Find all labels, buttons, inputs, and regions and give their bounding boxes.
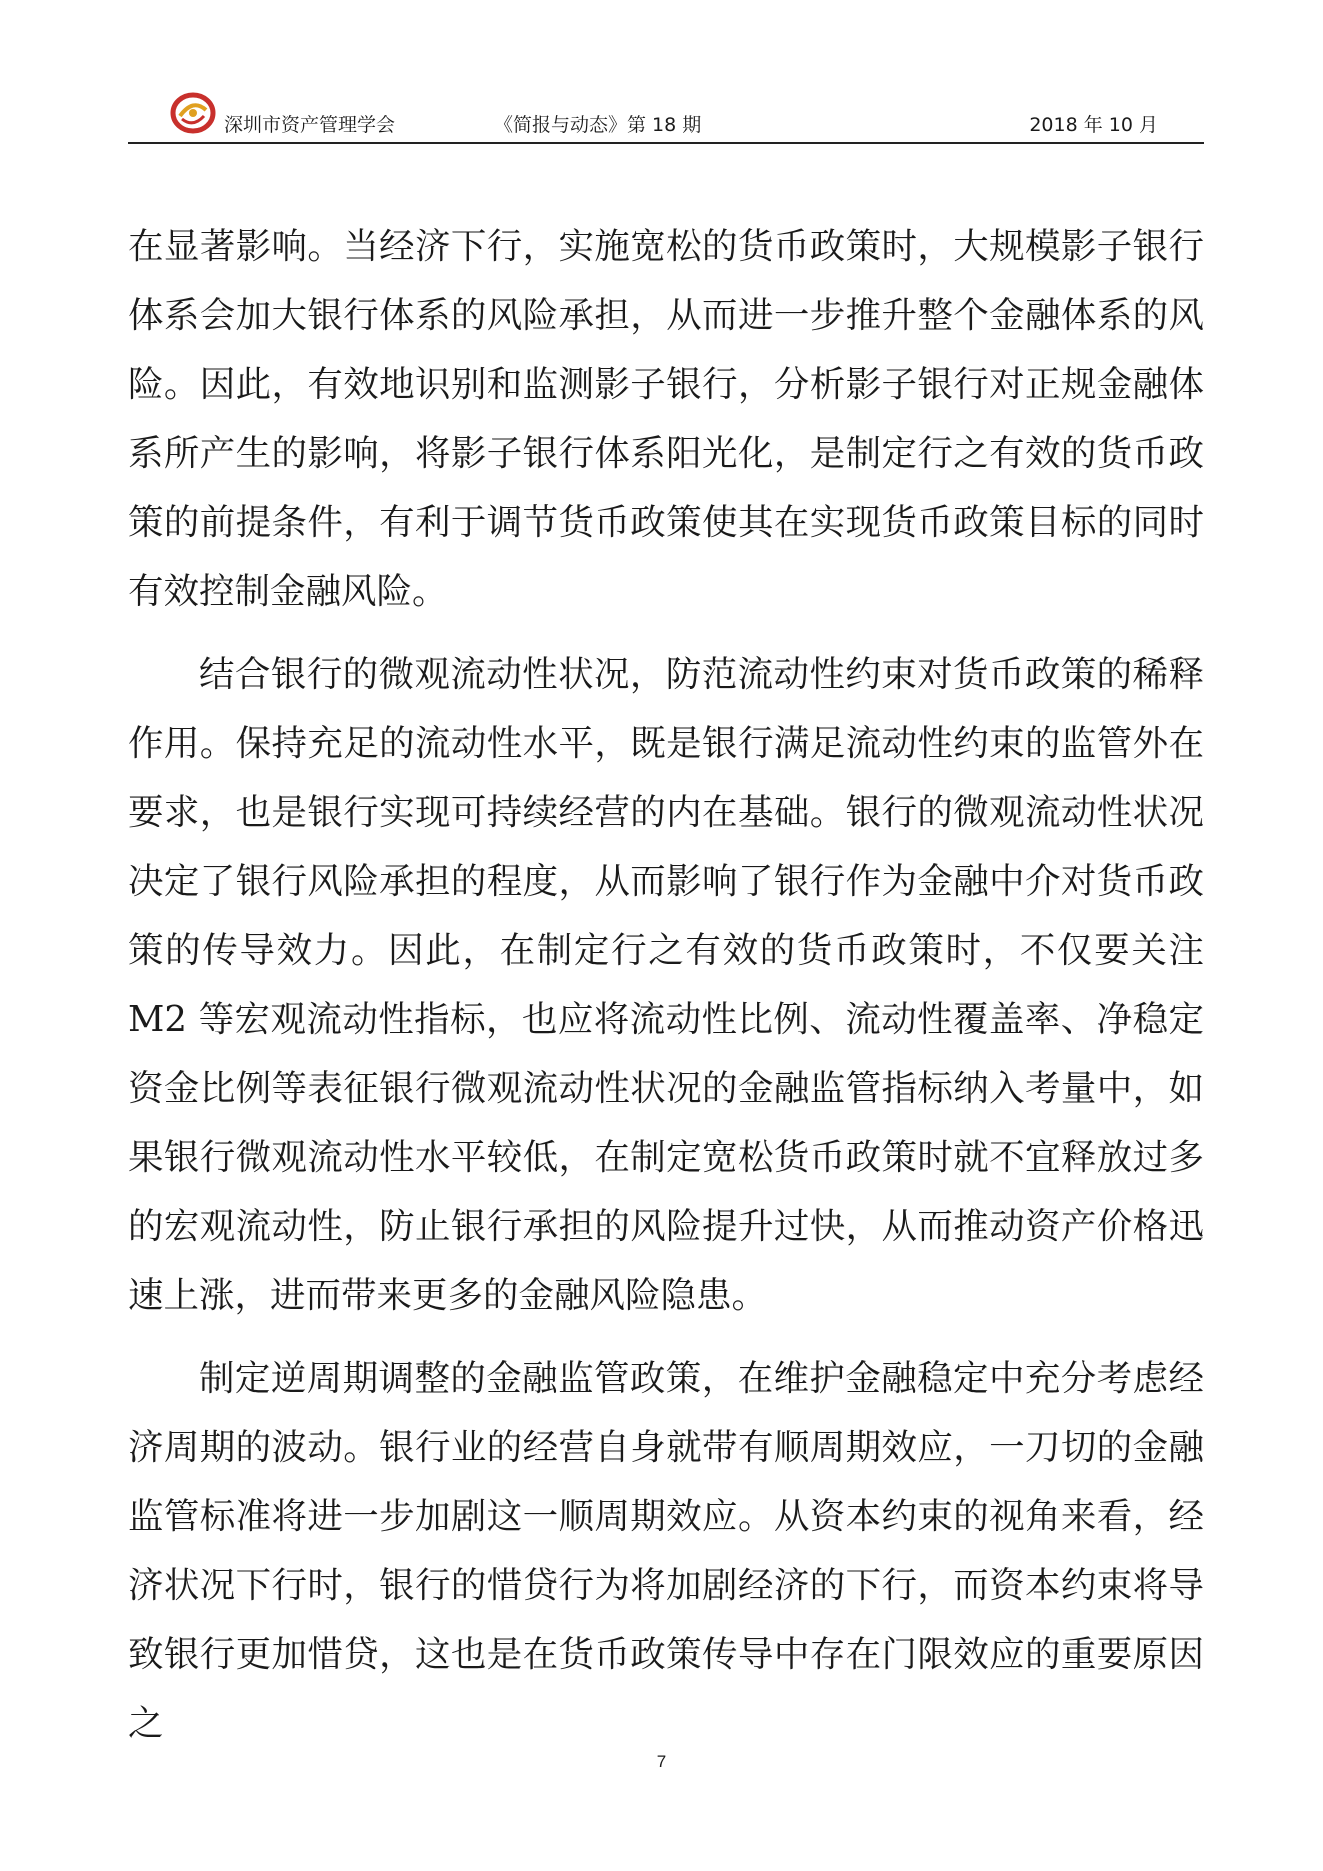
page-header [128,92,1204,144]
paragraph-3: 制定逆周期调整的金融监管政策，在维护金融稳定中充分考虑经济周期的波动。银行业的经营自身就带有顺周期效应，一刀切的金融监管标准将进一步加剧这一顺周期效应。从资本约束的视角来看，经济状况下行时，银行的惜贷行为将加剧经济的下行，而资本约束将导致银行更加惜贷，这也是在货币政策传导中存在门限效应的重要原因之 [128,1358,1204,1744]
paragraph-1: 在显著影响。当经济下行，实施宽松的货币政策时，大规模影子银行体系会加大银行体系的风险承担，从而进一步推升整个金融体系的风险。因此，有效地识别和监测影子银行，分析影子银行对正规金融体系所产生的影响，将影子银行体系阳光化，是制定行之有效的货币政策的前提条件，有利于调节货币政策使其在实现货币政策目标的同时有效控制金融风险。 [128,226,1204,612]
header-date: 2018 年 10 月 [1029,114,1158,136]
document-body [128,212,1204,1758]
header-organization: 深圳市资产管理学会 [224,114,396,136]
header-issue: 《简报与动态》第 18 期 [494,114,702,136]
organization-logo-icon [170,92,216,134]
page-number: 7 [656,1752,667,1771]
paragraph-2: 结合银行的微观流动性状况，防范流动性约束对货币政策的稀释作用。保持充足的流动性水平，既是银行满足流动性约束的监管外在要求，也是银行实现可持续经营的内在基础。银行的微观流动性状况决定了银行风险承担的程度，从而影响了银行作为金融中介对货币政策的传导效力。因此，在制定行之有效的货币政策时，不仅要关注 M2 等宏观流动性指标，也应将流动性比例、流动性覆盖率、净稳定资金比例等表征银行微观流动性状况的金融监管指标纳入考量中，如果银行微观流动性水平较低，在制定宽松货币政策时就不宜释放过多的宏观流动性，防止银行承担的风险提升过快，从而推动资产价格迅速上涨，进而带来更多的金融风险隐患。 [128,654,1204,1316]
